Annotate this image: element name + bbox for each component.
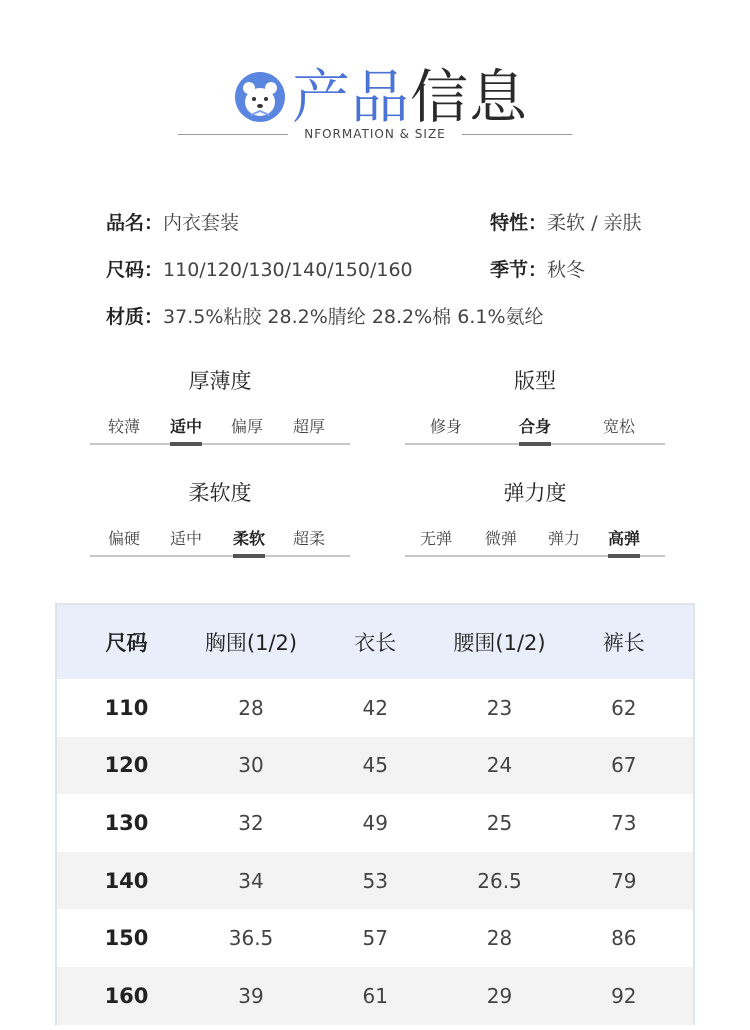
colon: ：	[528, 259, 548, 281]
title-blue-part: 产品	[292, 63, 411, 131]
table-cell: 24	[486, 753, 513, 778]
table-row	[57, 909, 693, 967]
season-label: 季节	[490, 259, 529, 281]
size-value: 110/120/130/140/150/160	[163, 259, 413, 281]
table-body	[57, 679, 693, 1025]
table-cell: 28	[486, 926, 513, 951]
scale-fit	[405, 366, 665, 450]
table-row	[57, 679, 693, 737]
size-cell: 140	[104, 868, 149, 893]
table-row	[57, 794, 693, 852]
scale-thickness	[90, 366, 350, 450]
title-row	[234, 65, 528, 129]
size-table	[55, 603, 695, 1025]
page-header	[0, 55, 750, 155]
scale-options	[90, 526, 350, 562]
scale-option: 宽松	[603, 417, 636, 436]
scale-option: 偏厚	[231, 417, 264, 436]
scale-options	[405, 414, 665, 450]
table-row	[57, 852, 693, 910]
bear-face-icon	[234, 71, 286, 123]
colon: ：	[144, 212, 164, 234]
name-label: 品名	[106, 212, 145, 234]
scale-option-selected: 合身	[519, 414, 551, 437]
scale-title: 柔软度	[188, 481, 252, 505]
column-header: 裤长	[602, 631, 645, 655]
scale-title: 弹力度	[503, 481, 567, 505]
size-cell: 150	[104, 926, 149, 951]
table-row	[57, 967, 693, 1025]
table-cell: 49	[362, 810, 388, 835]
name-value: 内衣套装	[163, 212, 240, 234]
column-header: 胸围(1/2)	[204, 631, 298, 655]
info-season	[490, 255, 585, 285]
table-cell: 45	[362, 753, 388, 778]
scale-option: 超厚	[293, 417, 326, 436]
table-cell: 29	[486, 983, 513, 1008]
column-header: 衣长	[354, 631, 397, 655]
table-cell: 23	[486, 695, 513, 720]
scale-softness	[90, 478, 350, 562]
info-feature	[490, 208, 642, 238]
size-label: 尺码	[106, 259, 145, 281]
feature-label: 特性	[490, 212, 529, 234]
table-cell: 62	[611, 695, 637, 720]
scale-baseline	[90, 555, 350, 557]
scale-option: 超柔	[293, 529, 326, 548]
scale-elasticity	[405, 478, 665, 562]
scale-option: 较薄	[108, 417, 141, 436]
scale-option: 无弹	[420, 529, 453, 548]
table-cell: 61	[362, 983, 388, 1008]
table-cell: 42	[362, 695, 388, 720]
scale-options	[90, 414, 350, 450]
scale-title: 版型	[514, 369, 556, 393]
scale-option: 弹力	[548, 529, 581, 548]
size-cell: 120	[104, 753, 149, 778]
colon: ：	[144, 259, 164, 281]
table-cell: 53	[362, 868, 388, 893]
scale-option: 偏硬	[108, 529, 141, 548]
feature-value: 柔软 / 亲肤	[547, 212, 642, 234]
table-cell: 28	[238, 695, 264, 720]
scale-options	[405, 526, 665, 562]
scale-baseline	[90, 443, 350, 445]
column-header: 尺码	[105, 631, 148, 655]
scale-option: 适中	[170, 529, 203, 548]
table-cell: 34	[238, 868, 264, 893]
season-value: 秋冬	[547, 259, 586, 281]
material-value: 37.5%粘胶 28.2%腈纶 28.2%棉 6.1%氨纶	[163, 306, 544, 328]
size-cell: 160	[104, 983, 149, 1008]
table-cell: 57	[362, 926, 388, 951]
info-size	[106, 255, 413, 285]
table-cell: 92	[611, 983, 637, 1008]
table-cell: 67	[611, 753, 637, 778]
table-cell: 30	[238, 753, 264, 778]
table-cell: 25	[486, 810, 513, 835]
scale-option-selected: 适中	[170, 414, 202, 437]
info-material	[106, 302, 544, 332]
scale-option-selected: 柔软	[233, 526, 265, 549]
table-cell: 86	[611, 926, 637, 951]
size-cell: 130	[104, 810, 149, 835]
colon: ：	[144, 306, 164, 328]
column-header: 腰围(1/2)	[453, 631, 546, 655]
table-row	[57, 737, 693, 795]
scale-title: 厚薄度	[188, 369, 252, 393]
colon: ：	[528, 212, 548, 234]
info-name	[106, 208, 239, 238]
scale-option: 微弹	[485, 529, 518, 548]
page-subtitle: NFORMATION & SIZE	[0, 127, 750, 141]
table-cell: 32	[238, 810, 264, 835]
table-cell: 36.5	[228, 926, 274, 951]
table-cell: 73	[611, 810, 637, 835]
table-cell: 39	[238, 983, 264, 1008]
title-dark-part: 信息	[410, 63, 529, 131]
table-header-row	[57, 605, 693, 679]
table-cell: 79	[611, 868, 637, 893]
material-label: 材质	[106, 306, 145, 328]
table-cell: 26.5	[477, 868, 522, 893]
scale-option-selected: 高弹	[608, 526, 640, 549]
size-cell: 110	[104, 695, 149, 720]
scale-option: 修身	[430, 417, 463, 436]
